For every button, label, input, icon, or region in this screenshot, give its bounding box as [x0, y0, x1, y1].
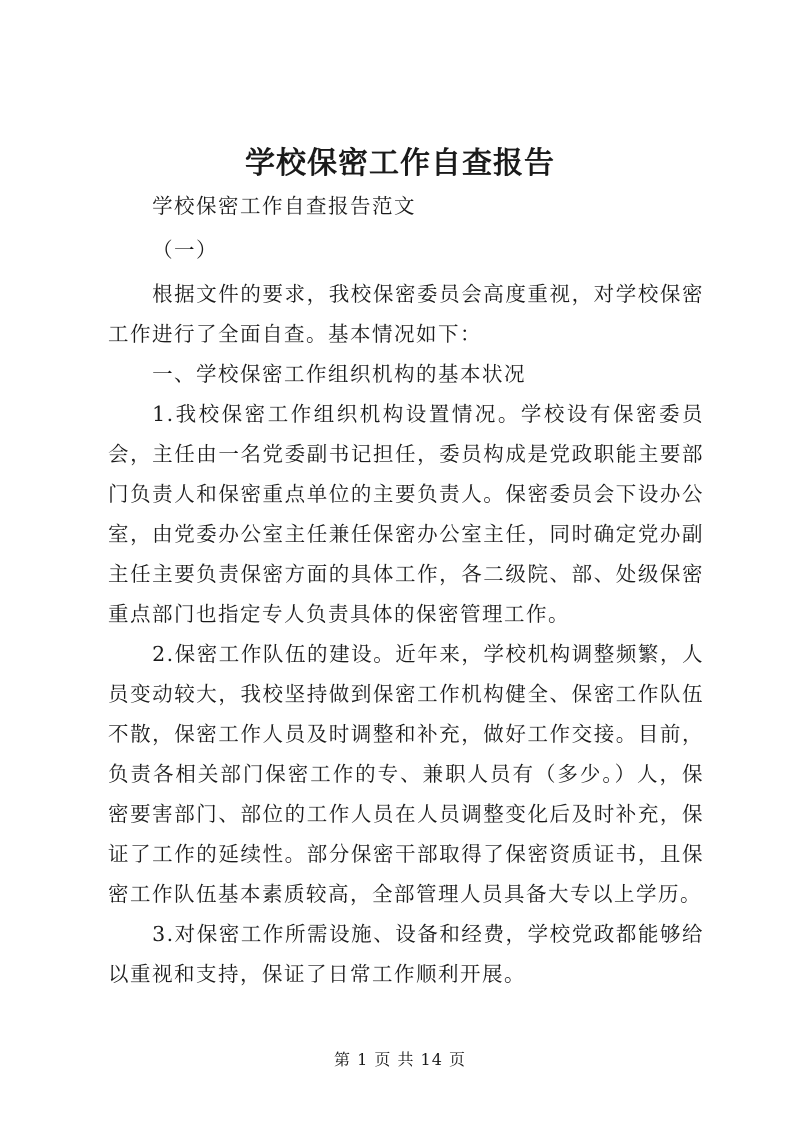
intro-paragraph: 根据文件的要求，我校保密委员会高度重视，对学校保密工作进行了全面自查。基本情况如下： — [108, 282, 704, 346]
document-title: 学校保密工作自查报告 — [245, 146, 555, 181]
body-paragraph-1: 1.我校保密工作组织机构设置情况。学校设有保密委员会，主任由一名党委副书记担任，委员构成是党政职能主要部门负责人和保密重点单位的主要负责人。保密委员会下设办公室，由党委办公室主任兼任保密办公室主任，同时确定党办副主任主要负责保密方面的具体工作，各二级院、部、处级保密重点部门也指定专人负责具体的保密管理工作。 — [108, 402, 704, 626]
body-paragraph-2: 2.保密工作队伍的建设。近年来，学校机构调整频繁，人员变动较大，我校坚持做到保密工作机构健全、保密工作队伍不散，保密工作人员及时调整和补充，做好工作交接。目前，负责各相关部门保密工作的专、兼职人员有（多少。）人，保密要害部门、部位的工作人员在人员调整变化后及时补充，保证了工作的延续性。部分保密干部取得了保密资质证书，且保密工作队伍基本素质较高，全部管理人员具备大专以上学历。 — [108, 642, 704, 906]
section-marker-paragraph: （一） — [152, 238, 219, 262]
document-body — [108, 186, 704, 994]
body-paragraph-3: 3.对保密工作所需设施、设备和经费，学校党政都能够给以重视和支持，保证了日常工作顺利开展。 — [108, 922, 704, 986]
subtitle-paragraph: 学校保密工作自查报告范文 — [152, 194, 417, 218]
page-number-footer: 第 1 页 共 14 页 — [334, 1050, 466, 1069]
section-heading-paragraph: 一、学校保密工作组织机构的基本状况 — [152, 362, 527, 386]
